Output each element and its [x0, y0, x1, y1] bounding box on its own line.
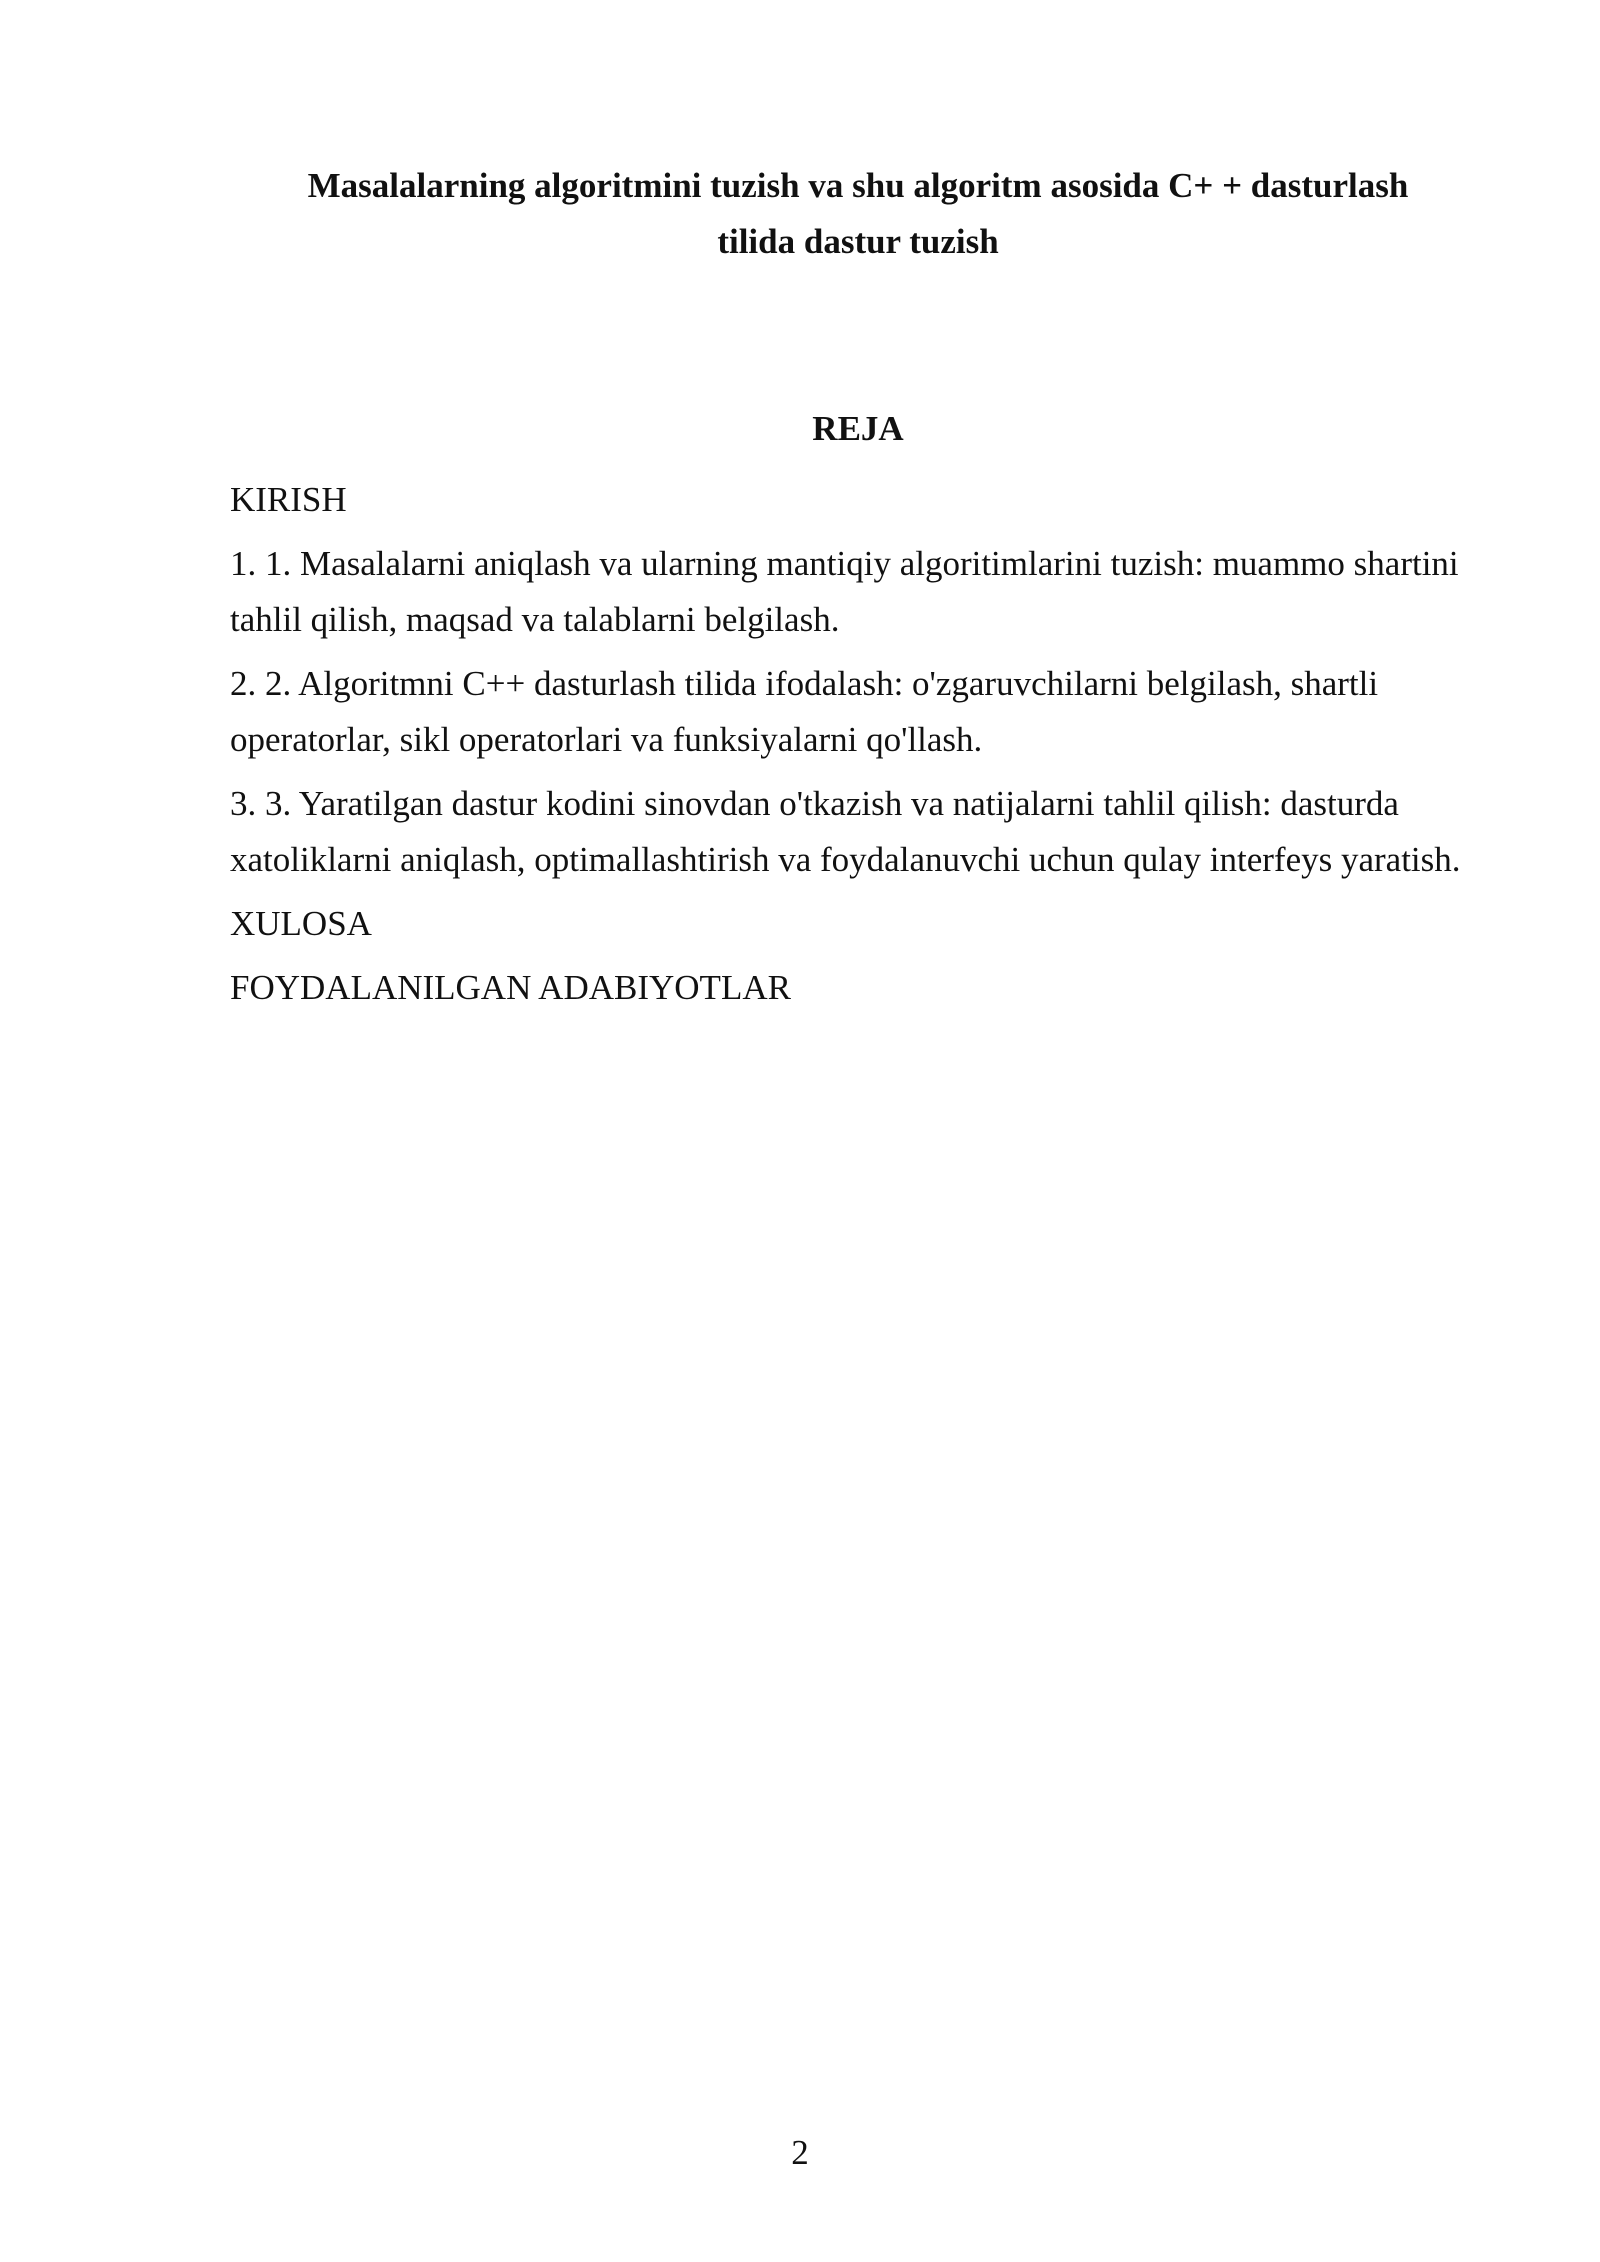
- plan-item-introduction: KIRISH: [230, 480, 347, 519]
- plan-item-conclusion: XULOSA: [230, 904, 372, 943]
- document-title: [230, 158, 1486, 270]
- page-number: 2: [791, 2133, 809, 2172]
- document-title-line-2: tilida dastur tuzish: [717, 222, 999, 261]
- plan-item-3: 3. 3. Yaratilgan dastur kodini sinovdan o'tkazish va natijalarni tahlil qilish: dasturda xatoliklarni aniqlash, optimallashtirish va foydalanuvchi uchun qulay interfeys yaratish.: [230, 784, 1461, 879]
- plan-heading: REJA: [812, 409, 904, 448]
- plan-list: [230, 472, 1486, 1024]
- plan-item-2: 2. 2. Algoritmni C++ dasturlash tilida ifodalash: o'zgaruvchilarni belgilash, shartli operatorlar, sikl operatorlari va funksiyalarni qo'llash.: [230, 664, 1379, 759]
- plan-item-1: 1. 1. Masalalarni aniqlash va ularning mantiqiy algoritimlarini tuzish: muammo shartini tahlil qilish, maqsad va talablarni belgilash.: [230, 544, 1459, 639]
- plan-item-references: FOYDALANILGAN ADABIYOTLAR: [230, 968, 791, 1007]
- document-title-line-1: Masalalarning algoritmini tuzish va shu algoritm asosida C+ + dasturlash: [307, 166, 1409, 205]
